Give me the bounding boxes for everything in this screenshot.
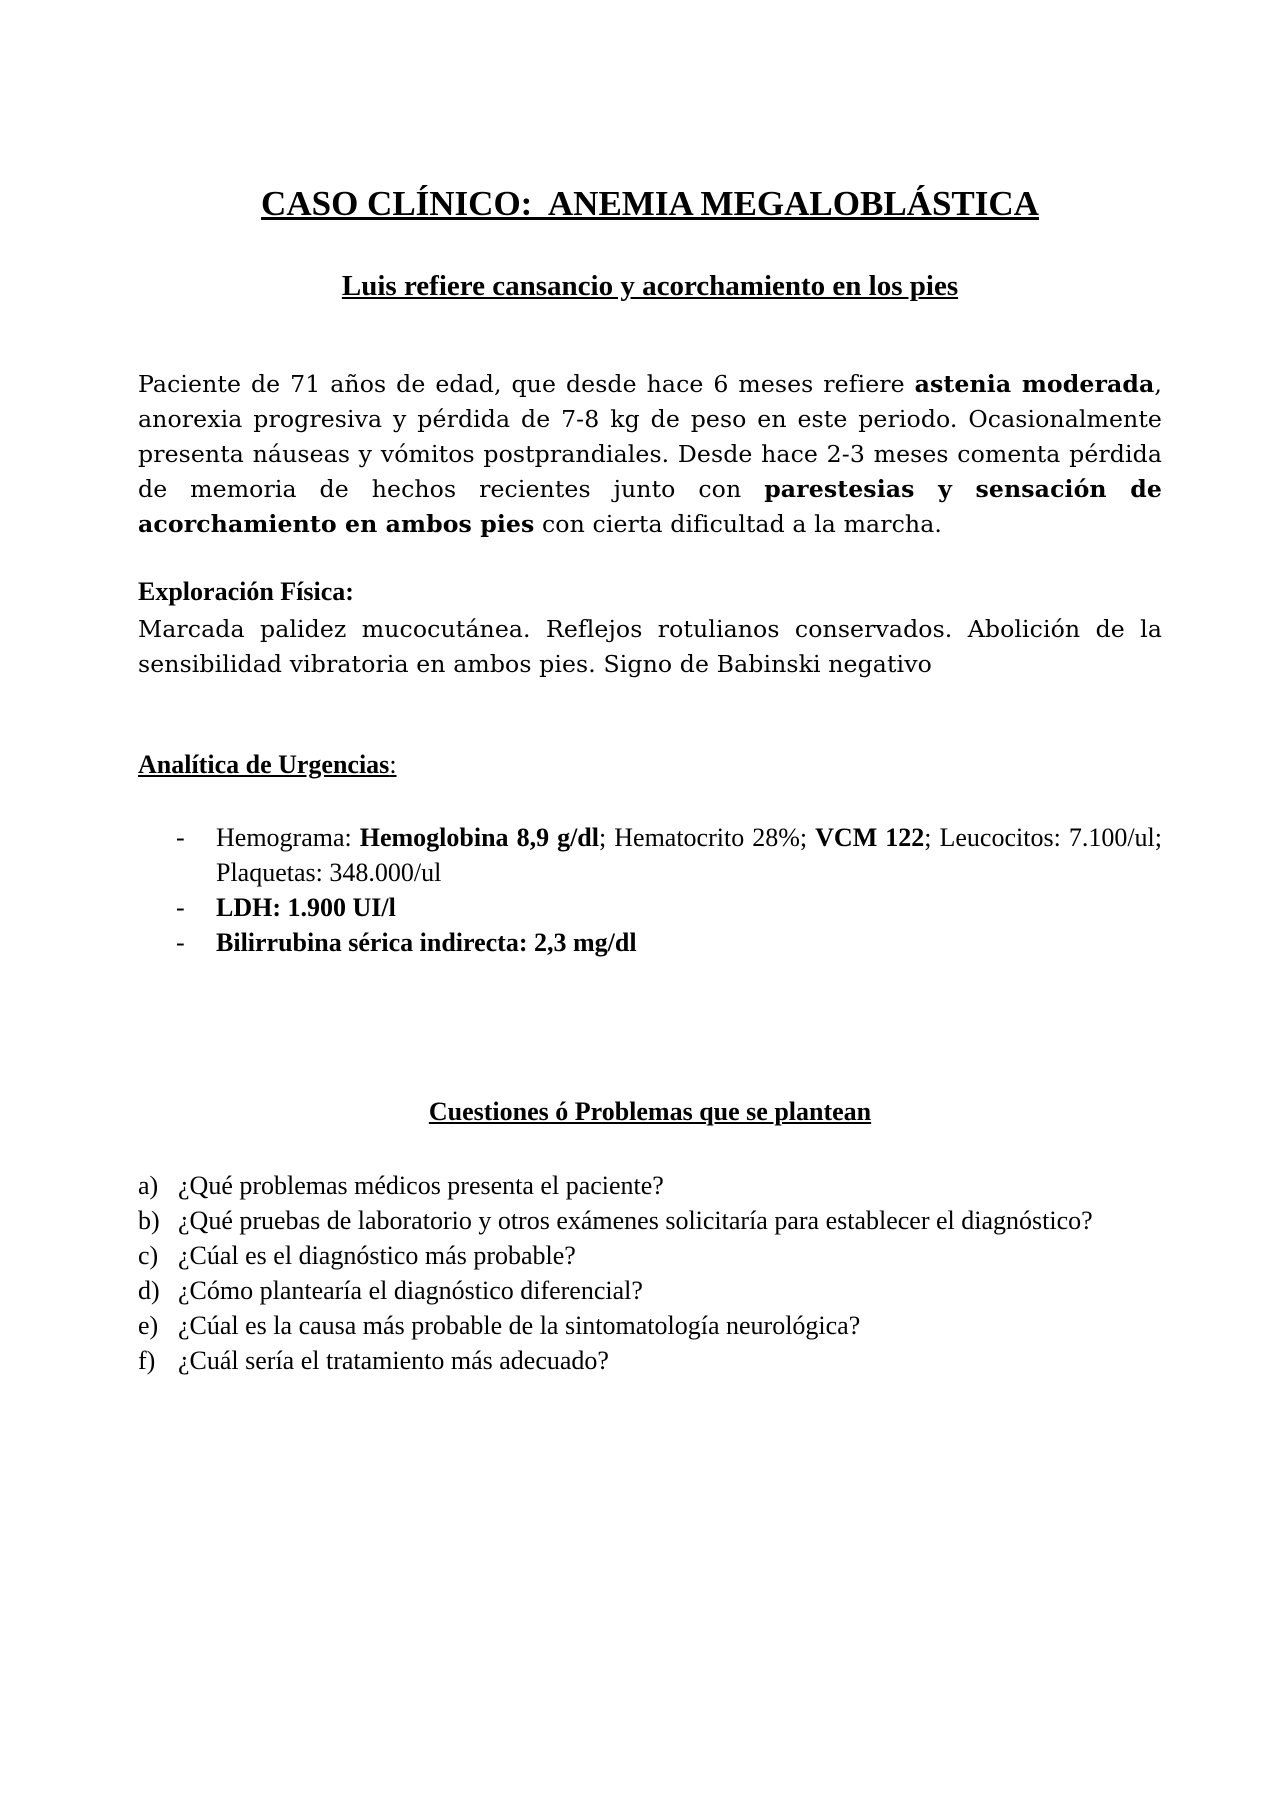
labs-heading-colon: : <box>389 750 397 779</box>
case-bold-1: astenia moderada <box>914 370 1155 398</box>
exploration-body: Marcada palidez mucocutánea. Reflejos rotulianos conservados. Abolición de la sensibilidad vibratoria en ambos pies. Signo de Babinski negativo <box>138 615 1162 678</box>
exploration-heading: Exploración Física: <box>138 577 354 606</box>
document-title: CASO CLÍNICO: ANEMIA MEGALOBLÁSTICA <box>261 184 1039 223</box>
lab-item-bilirubin <box>138 925 1162 960</box>
question-text: ¿Cómo plantearía el diagnóstico diferencial? <box>178 1276 643 1305</box>
question-item <box>138 1168 1162 1203</box>
question-item <box>138 1238 1162 1273</box>
labs-heading-text: Analítica de Urgencias <box>138 750 390 779</box>
lab-item-ldh <box>138 890 1162 925</box>
case-text-2: , anorexia progresiva y pérdida de 7-8 kg de peso en este periodo. Ocasionalmente presenta náuseas y vómitos postprandiales. Desde hace 2-3 meses comenta pérdida de memoria de hechos recientes junto con <box>138 370 1162 503</box>
ldh-value: LDH: 1.900 UI/l <box>216 893 396 922</box>
hemogram-text-1: Hemograma: <box>216 823 360 852</box>
list-dash: - <box>176 823 185 852</box>
case-text-1: Paciente de 71 años de edad, que desde hace 6 meses refiere <box>138 370 915 398</box>
questions-list <box>138 1168 1162 1378</box>
hemoglobin-value: Hemoglobina 8,9 g/dl <box>359 823 599 852</box>
question-text: ¿Cúal es el diagnóstico más probable? <box>178 1241 576 1270</box>
question-marker: e) <box>138 1311 159 1340</box>
question-item <box>138 1343 1162 1378</box>
question-item <box>138 1273 1162 1308</box>
case-text-3: con cierta dificultad a la marcha. <box>534 510 942 538</box>
case-description <box>138 367 1162 542</box>
question-item <box>138 1203 1162 1238</box>
question-text: ¿Qué pruebas de laboratorio y otros exámenes solicitaría para establecer el diagnóstico? <box>178 1206 1093 1235</box>
hemogram-text-2: ; Hematocrito 28%; <box>599 823 816 852</box>
questions-heading: Cuestiones ó Problemas que se plantean <box>428 1097 872 1126</box>
question-marker: f) <box>138 1346 156 1375</box>
question-item <box>138 1308 1162 1343</box>
labs-list <box>138 820 1162 960</box>
question-marker: d) <box>138 1276 160 1305</box>
question-marker: c) <box>138 1241 159 1270</box>
document-page <box>138 0 1162 1811</box>
vcm-value: VCM 122 <box>815 823 925 852</box>
case-bold-2: parestesias y sensación de acorchamiento en ambos pies <box>138 475 1162 538</box>
question-marker: a) <box>138 1171 159 1200</box>
document-subtitle: Luis refiere cansancio y acorchamiento en los pies <box>341 270 959 302</box>
question-text: ¿Cúal es la causa más probable de la sintomatología neurológica? <box>178 1311 861 1340</box>
list-dash: - <box>176 893 185 922</box>
question-text: ¿Cuál sería el tratamiento más adecuado? <box>178 1346 609 1375</box>
list-dash: - <box>176 928 185 957</box>
hemogram-text-3: ; Leucocitos: 7.100/ul; Plaquetas: 348.000/ul <box>216 823 1162 887</box>
lab-item-hemogram <box>138 820 1162 890</box>
bilirubin-value: Bilirrubina sérica indirecta: 2,3 mg/dl <box>216 928 637 957</box>
question-marker: b) <box>138 1206 160 1235</box>
labs-heading <box>138 750 397 780</box>
question-text: ¿Qué problemas médicos presenta el paciente? <box>178 1171 664 1200</box>
